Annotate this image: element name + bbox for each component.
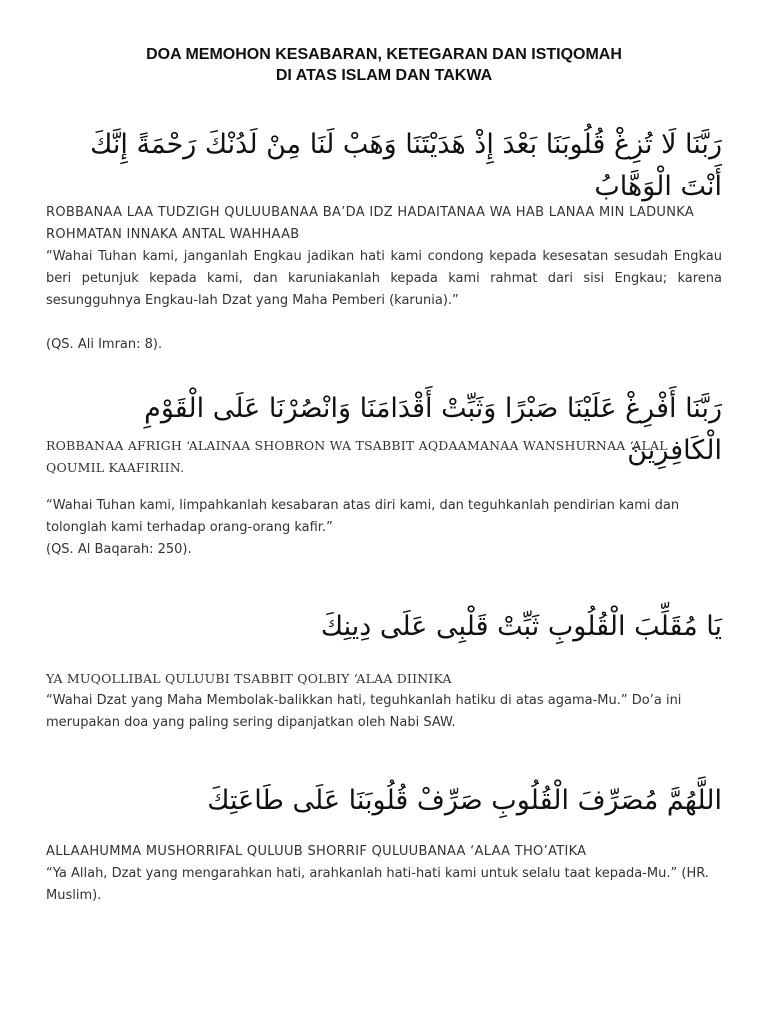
page-title	[40, 44, 728, 86]
prayer-1-transliteration: ROBBANAA LAA TUDZIGH QULUUBANAA BA’DA IDZ HADAITANAA WA HAB LANAA MIN LADUNKA ROHMATAN INNAKA ANTAL WAHHAAB	[46, 205, 695, 242]
prayer-2-reference: (QS. Al Baqarah: 250).	[46, 542, 192, 557]
prayer-3-arabic: يَا مُقَلِّبَ الْقُلُوبِ ثَبِّتْ قَلْبِى عَلَى دِينِكَ	[320, 611, 722, 642]
prayer-2-meaning: “Wahai Tuhan kami, limpahkanlah kesabaran atas diri kami, dan teguhkanlah pendirian kami dan tolonglah kami terhadap orang-orang kafir.”	[46, 498, 680, 535]
prayer-4-arabic: اللَّهُمَّ مُصَرِّفَ الْقُلُوبِ صَرِّفْ قُلُوبَنَا عَلَى طَاعَتِكَ	[207, 785, 722, 816]
prayer-4-meaning: “Ya Allah, Dzat yang mengarahkan hati, arahkanlah hati-hati kami untuk selalu taat kepada-Mu.” (HR. Muslim).	[46, 866, 709, 903]
prayer-4-transliteration: ALLAAHUMMA MUSHORRIFAL QULUUB SHORRIF QULUUBANAA ‘ALAA THO’ATIKA	[46, 844, 587, 859]
prayer-2-transliteration: ROBBANAA AFRIGH ‘ALAINAA SHOBRON WA TSABBIT AQDAAMANAA WANSHURNAA ‘ALAL QOUMIL KAAFIRIIN.	[46, 438, 668, 475]
title-line-2: DI ATAS ISLAM DAN TAKWA	[275, 67, 493, 84]
prayer-2-arabic: رَبَّنَا أَفْرِغْ عَلَيْنَا صَبْرًا وَثَبِّتْ أَقْدَامَنَا وَانْصُرْنَا عَلَى الْقَوْمِ الْكَافِرِينَ	[144, 393, 722, 466]
prayer-3-meaning: “Wahai Dzat yang Maha Membolak-balikkan hati, teguhkanlah hatiku di atas agama-Mu.” Do’a ini merupakan doa yang paling sering dipanjatkan oleh Nabi SAW.	[46, 693, 682, 730]
prayer-1-reference: (QS. Ali Imran: 8).	[46, 337, 163, 352]
prayer-3-transliteration: YA MUQOLLIBAL QULUUBI TSABBIT QOLBIY ‘ALAA DIINIKA	[46, 671, 452, 686]
title-line-1: DOA MEMOHON KESABARAN, KETEGARAN DAN ISTIQOMAH	[146, 46, 622, 63]
prayer-1-meaning: “Wahai Tuhan kami, janganlah Engkau jadikan hati kami condong kepada kesesatan sesudah Engkau beri petunjuk kepada kami, dan karuniakanlah kepada kami rahmat dari sisi Engkau; karena sesungguhnya Engkau-lah Dzat yang Maha Pemberi (karunia).”	[46, 249, 722, 308]
prayer-1-arabic: رَبَّنَا لَا تُزِغْ قُلُوبَنَا بَعْدَ إِذْ هَدَيْتَنَا وَهَبْ لَنَا مِنْ لَدُنْكَ رَحْمَةً إِنَّكَ أَنْتَ الْوَهَّابُ	[90, 129, 722, 202]
